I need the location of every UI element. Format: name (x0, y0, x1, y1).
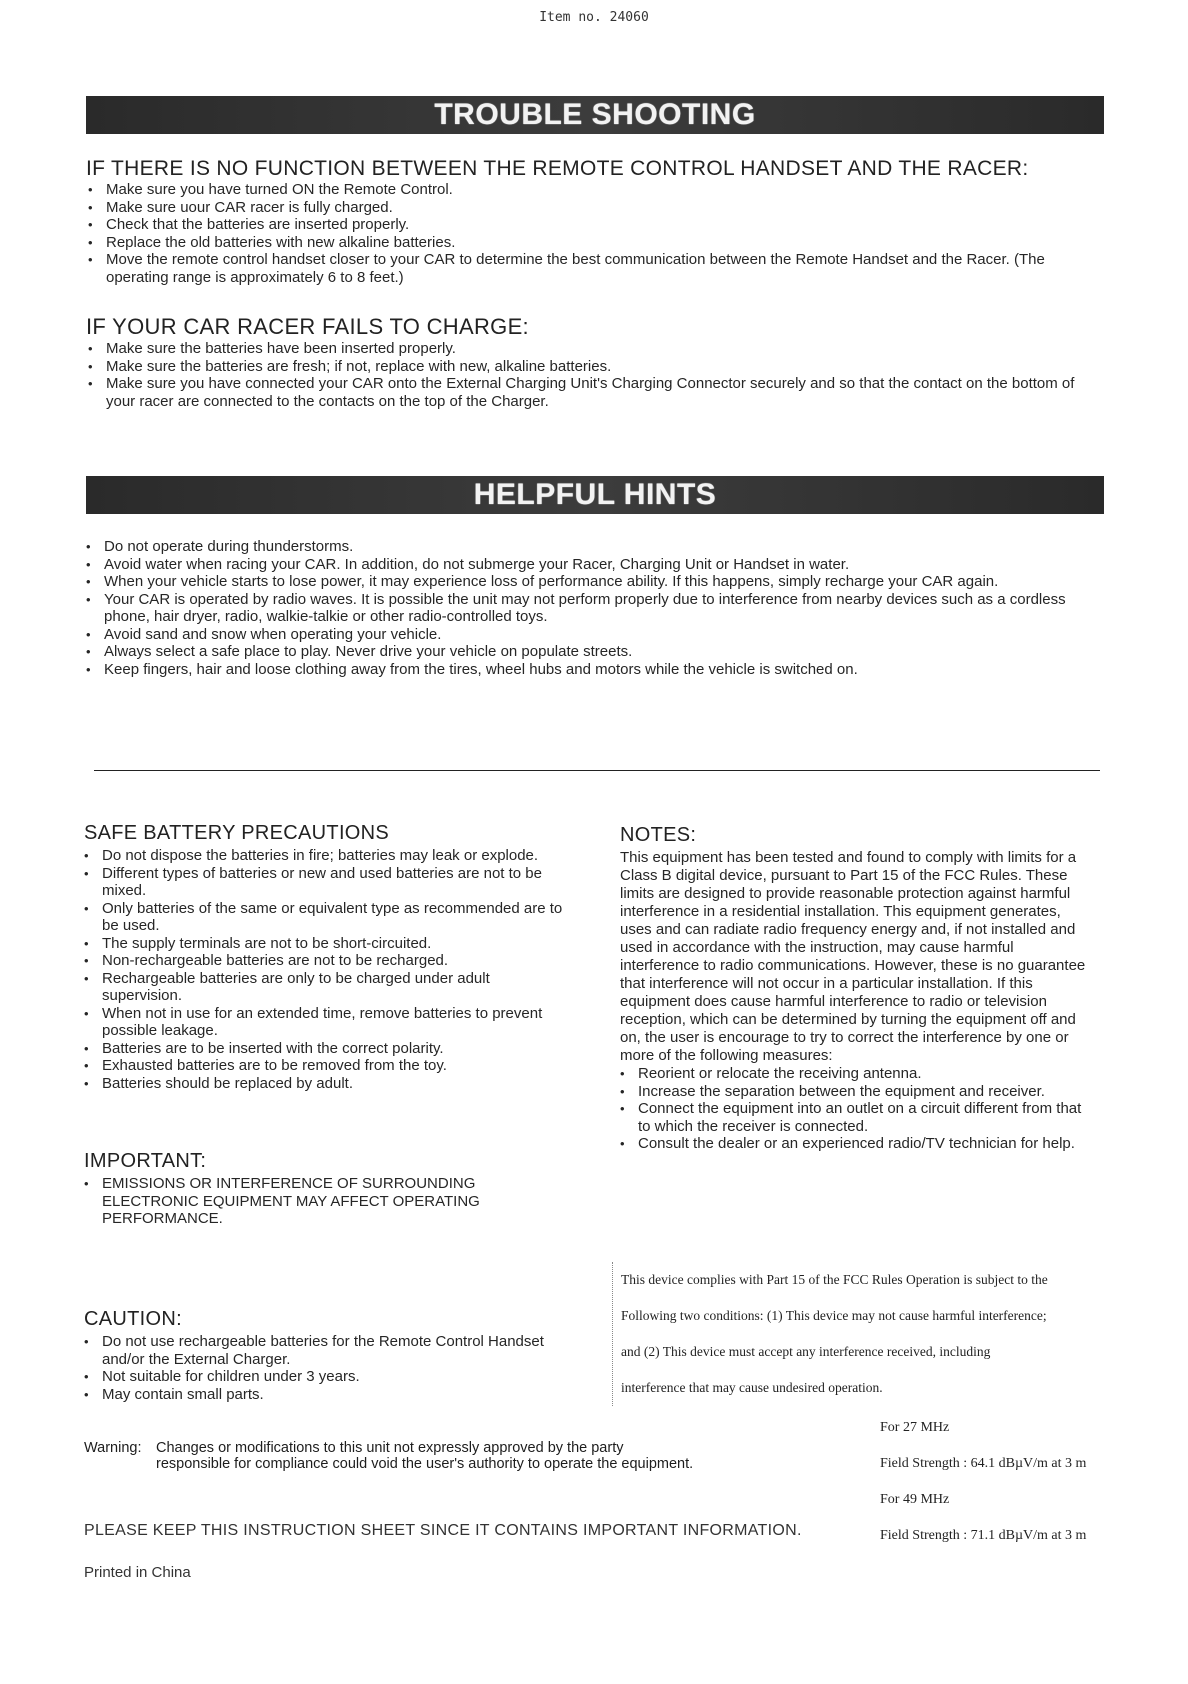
freq-27-strength: Field Strength : 64.1 dBµV/m at 3 m (880, 1456, 1087, 1471)
battery-title: SAFE BATTERY PRECAUTIONS (84, 822, 390, 844)
list-item: • Make sure the batteries are fresh; if not, replace with new, alkaline batteries. (88, 358, 1106, 376)
helpful-hints-heading: HELPFUL HINTS (473, 478, 717, 511)
warning-block (84, 1440, 784, 1472)
list-item: • Make sure the batteries have been inserted properly. (88, 340, 1106, 358)
list-item: • Non-rechargeable batteries are not to be recharged. (84, 952, 564, 970)
battery-list (84, 847, 564, 1092)
trouble-shooting-banner (86, 96, 1104, 134)
fails-to-charge-section (86, 314, 1106, 410)
fails-to-charge-title: IF YOUR CAR RACER FAILS TO CHARGE: (86, 314, 529, 339)
helpful-hints-section (86, 538, 1106, 678)
fcc-line: This device complies with Part 15 of the FCC Rules Operation is subject to the (621, 1272, 1048, 1287)
list-item: • Do not use rechargeable batteries for the Remote Control Handset and/or the External Charger. (84, 1333, 554, 1368)
caution-title: CAUTION: (84, 1308, 182, 1330)
list-item: • Keep fingers, hair and loose clothing away from the tires, wheel hubs and motors while the vehicle is switched on. (86, 661, 1106, 679)
freq-27-label: For 27 MHz (880, 1420, 950, 1435)
warning-label: Warning: (84, 1440, 142, 1456)
list-item: • Connect the equipment into an outlet on a circuit different from that to which the receiver is connected. (620, 1100, 1090, 1135)
notes-section (620, 824, 1090, 1153)
fcc-statement (612, 1262, 1132, 1406)
list-item: • Do not dispose the batteries in fire; batteries may leak or explode. (84, 847, 564, 865)
freq-49-strength: Field Strength : 71.1 dBµV/m at 3 m (880, 1528, 1087, 1543)
freq-49-label: For 49 MHz (880, 1492, 950, 1507)
fcc-line: Following two conditions: (1) This device may not cause harmful interference; (621, 1308, 1047, 1323)
no-function-title: IF THERE IS NO FUNCTION BETWEEN THE REMOTE CONTROL HANDSET AND THE RACER: (86, 157, 1029, 180)
list-item: • Avoid water when racing your CAR. In addition, do not submerge your Racer, Charging Unit or Handset in water. (86, 556, 1106, 574)
list-item: • Consult the dealer or an experienced radio/TV technician for help. (620, 1135, 1090, 1153)
fails-to-charge-list (88, 340, 1106, 410)
no-function-list (88, 181, 1106, 286)
notes-list (620, 1065, 1090, 1153)
list-item: • Reorient or relocate the receiving antenna. (620, 1065, 1090, 1083)
no-function-section (86, 157, 1106, 286)
list-item: • Avoid sand and snow when operating your vehicle. (86, 626, 1106, 644)
fcc-line: and (2) This device must accept any interference received, including (621, 1344, 991, 1359)
helpful-hints-banner (86, 476, 1104, 514)
important-section (84, 1150, 554, 1228)
list-item: • Rechargeable batteries are only to be charged under adult supervision. (84, 970, 564, 1005)
divider (94, 770, 1100, 771)
list-item: • Your CAR is operated by radio waves. It is possible the unit may not perform properly due to interference from nearby devices such as a cordless phone, hair dryer, radio, walkie-talkie or other radio-controlled toys. (86, 591, 1106, 626)
list-item: • Batteries should be replaced by adult. (84, 1075, 564, 1093)
important-list (84, 1175, 554, 1228)
list-item: • Do not operate during thunderstorms. (86, 538, 1106, 556)
list-item: • Always select a safe place to play. Never drive your vehicle on populate streets. (86, 643, 1106, 661)
caution-section (84, 1308, 554, 1403)
list-item: • May contain small parts. (84, 1386, 554, 1404)
caution-list (84, 1333, 554, 1403)
list-item: • EMISSIONS OR INTERFERENCE OF SURROUNDING ELECTRONIC EQUIPMENT MAY AFFECT OPERATING PERFORMANCE. (84, 1175, 554, 1228)
important-title: IMPORTANT: (84, 1150, 207, 1172)
notes-title: NOTES: (620, 824, 697, 846)
list-item: • Check that the batteries are inserted properly. (88, 216, 1106, 234)
warning-line: Changes or modifications to this unit not expressly approved by the party (156, 1440, 624, 1456)
list-item: • Exhausted batteries are to be removed from the toy. (84, 1057, 564, 1075)
list-item: • When not in use for an extended time, remove batteries to prevent possible leakage. (84, 1005, 564, 1040)
list-item: • When your vehicle starts to lose power, it may experience loss of performance ability. If this happens, simply recharge your CAR again. (86, 573, 1106, 591)
item-number: Item no. 24060 (539, 10, 649, 25)
warning-line: responsible for compliance could void the user's authority to operate the equipment. (156, 1456, 694, 1472)
list-item: • The supply terminals are not to be short-circuited. (84, 935, 564, 953)
list-item: • Make sure you have connected your CAR onto the External Charging Unit's Charging Connector securely and so that the contact on the bottom of your racer are connected to the contacts on the top of the Charger. (88, 375, 1106, 410)
list-item: • Make sure you have turned ON the Remote Control. (88, 181, 1106, 199)
list-item: • Move the remote control handset closer to your CAR to determine the best communication between the Remote Handset and the Racer. (The operating range is approximately 6 to 8 feet.) (88, 251, 1106, 286)
helpful-hints-list (86, 538, 1106, 678)
fcc-line: interference that may cause undesired operation. (621, 1380, 883, 1395)
trouble-shooting-heading: TROUBLE SHOOTING (434, 98, 756, 131)
list-item: • Increase the separation between the equipment and receiver. (620, 1083, 1090, 1101)
keep-sheet-notice: PLEASE KEEP THIS INSTRUCTION SHEET SINCE IT CONTAINS IMPORTANT INFORMATION. (84, 1522, 802, 1539)
battery-section (84, 822, 564, 1092)
notes-body: This equipment has been tested and found to comply with limits for a Class B digital device, pursuant to Part 15 of the FCC Rules. These limits are designed to provide reasonable protection against harmful interference in a residential installation. This equipment generates, uses and can radiate radio frequency energy and, if not installed and used in accordance with the instruction, may cause harmful interference to radio communications. However, these is no guarantee that interference will not occur in a particular installation. If this equipment does cause harmful interference to radio or television reception, which can be determined by turning the equipment off and on, the user is encourage to try to correct the interference by one or more of the following measures: (620, 849, 1086, 1064)
list-item: • Different types of batteries or new and used batteries are not to be mixed. (84, 865, 564, 900)
list-item: • Batteries are to be inserted with the correct polarity. (84, 1040, 564, 1058)
list-item: • Make sure uour CAR racer is fully charged. (88, 199, 1106, 217)
list-item: • Only batteries of the same or equivalent type as recommended are to be used. (84, 900, 564, 935)
printed-in: Printed in China (84, 1564, 191, 1581)
list-item: • Replace the old batteries with new alkaline batteries. (88, 234, 1106, 252)
list-item: • Not suitable for children under 3 years. (84, 1368, 554, 1386)
